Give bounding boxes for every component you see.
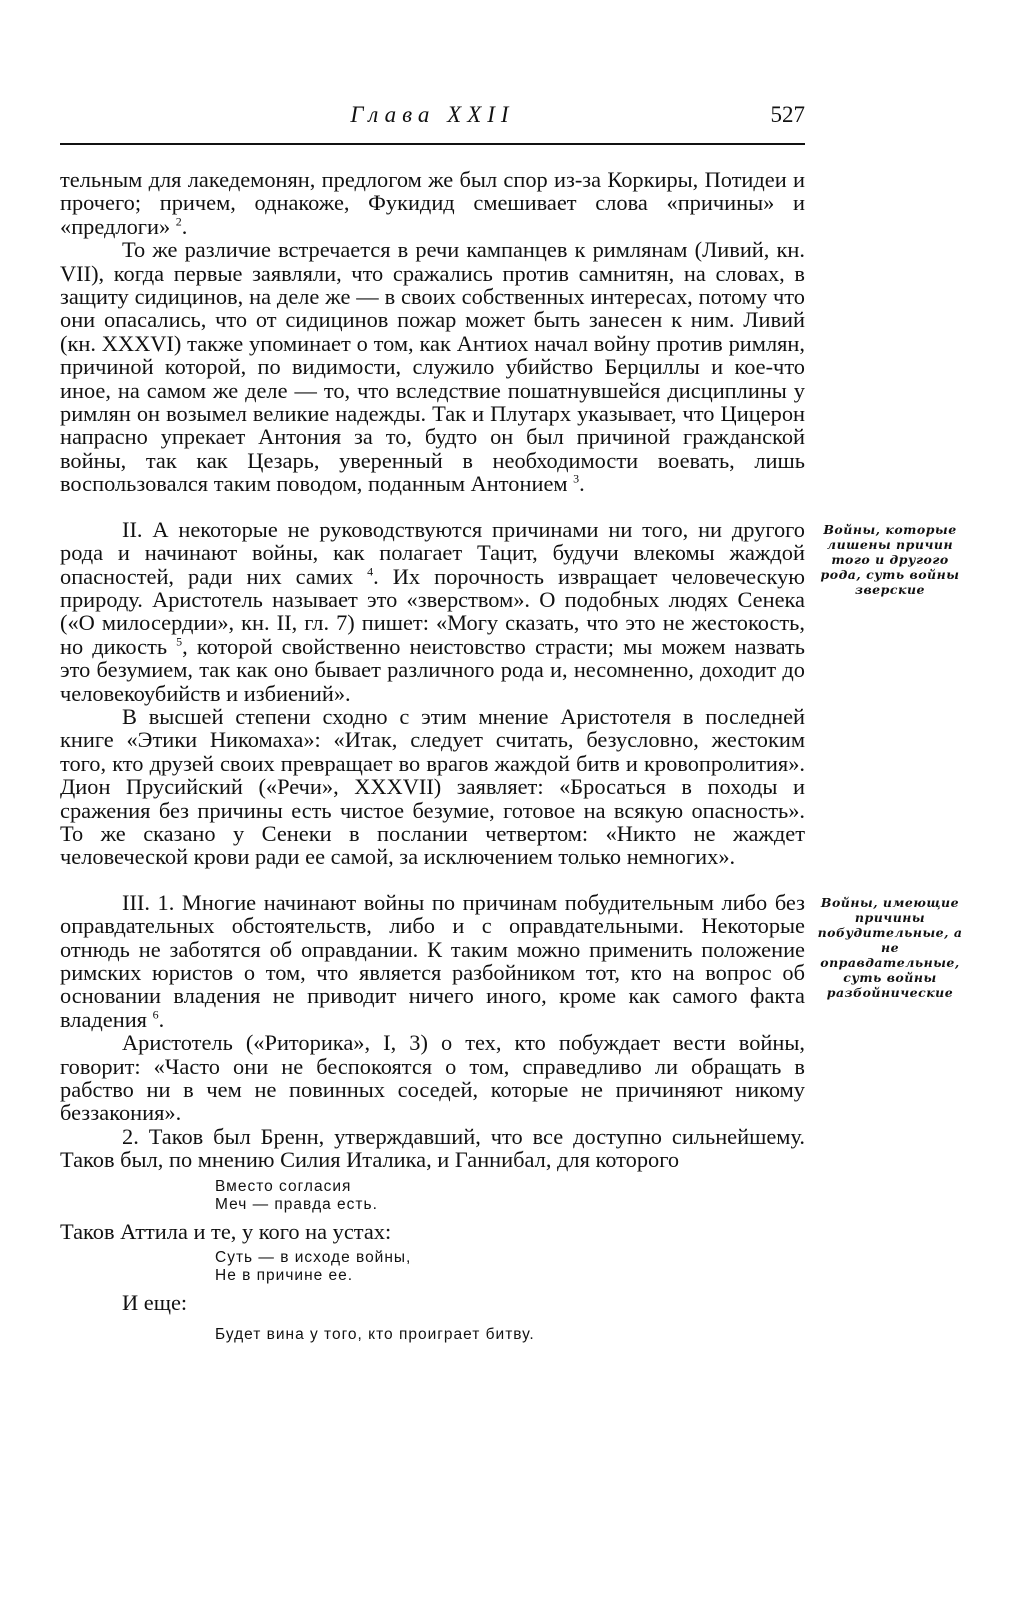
- footnote-ref-4: 4: [367, 564, 374, 579]
- paragraph-9-lead: И еще:: [122, 1290, 188, 1316]
- paragraph-3-text-a: II. А некоторые не руководствуются причинами ни того, ни другого рода и начинают войны, как полагает Тацит, будучи влекомы жаждой опасностей, ради них самих: [60, 516, 805, 589]
- verse-quote-2: [215, 1249, 805, 1285]
- chapter-title: Глава XXII: [350, 102, 515, 127]
- verse-line: Не в причине ее.: [215, 1267, 354, 1285]
- header-rule: [60, 143, 805, 145]
- paragraph-6: Аристотель («Риторика», I, 3) о тех, кто побуждает вести войны, говорит: «Часто они не беспокоятся о том, справедливо ли обращать в рабство ни в чем не повинных соседей, которые не причиняют никому беззакония».: [60, 1030, 805, 1126]
- paragraph-9: [60, 1291, 805, 1314]
- paragraph-5-end: .: [158, 1006, 165, 1032]
- paragraph-1: [60, 168, 805, 238]
- verse-line: Меч — правда есть.: [215, 1195, 378, 1213]
- paragraph-5: [60, 891, 805, 1031]
- paragraph-5-text: III. 1. Многие начинают войны по причинам побудительным либо без оправдательных обстоятельств, либо и с оправдательными. Некоторые отнюдь не заботятся об оправдании. К таким можно применить положение римских юристов о том, что является разбойником тот, кто на вопрос об основании владения не приводит ничего иного, кроме как самого факта владения: [60, 889, 805, 1032]
- verse-quote-1: [215, 1178, 805, 1214]
- verse-quote-3: [215, 1326, 805, 1344]
- paragraph-8: Таков Аттила и те, у кого на устах:: [60, 1218, 392, 1244]
- paragraph-2: [60, 238, 805, 495]
- paragraph-7: 2. Таков был Бренн, утверждавший, что все доступно сильнейшему. Таков был, по мнению Силия Италика, и Ганнибал, для которого: [60, 1123, 805, 1173]
- running-head: [60, 100, 805, 140]
- margin-note-2: Войны, имеющие причины побудительные, а не оправдательные, суть войны разбойнические: [817, 894, 963, 1000]
- page-number: 527: [770, 102, 805, 127]
- paragraph-1-end: .: [181, 213, 188, 239]
- paragraph-3: [60, 518, 805, 705]
- paragraph-4: В высшей степени сходно с этим мнение Аристотеля в последней книге «Этики Никомаха»: «Итак, следует считать, безусловно, жестоким того, кто друзей своих превращает во врагов жаждой битв и кровопролития». Дион Прусийский («Речи», XXXVII) заявляет: «Бросаться в походы и сражения без причины есть чистое безумие, готовое на всякую опасность». То же сказано у Сенеки в послании четвертом: «Никто не жаждет человеческой крови ради ее самой, за исключением только немногих».: [60, 703, 805, 870]
- verse-line: Будет вина у того, кто проиграет битву.: [215, 1326, 535, 1344]
- margin-note-1: Войны, которые лишены причин того и другого рода, суть войны зверские: [820, 521, 960, 597]
- verse-line: Вместо согласия: [215, 1177, 352, 1195]
- footnote-ref-6: 6: [152, 1007, 159, 1022]
- paragraph-3-text-c: , которой свойственно неистовство страсти; мы можем назвать это безумием, так как оно бывает различного рода и, несомненно, доходит до человекоубийств и избиений».: [60, 633, 805, 706]
- verse-line: Суть — в исходе войны,: [215, 1249, 412, 1267]
- paragraph-2-text: То же различие встречается в речи кампанцев к римлянам (Ливий, кн. VII), когда первые заявляли, что сражались против самнитян, на словах, в защиту сидицинов, на деле же — в своих собственных интересах, потому что они опасались, что от сидицинов пожар может быть занесен к ним. Ливий (кн. XXXVI) также упоминает о том, как Антиох начал войну против римлян, причиной которой, по видимости, служило убийство Берциллы и кое-что иное, на самом же деле — то, что вследствие пошатнувшейся дисциплины у римлян он возымел великие надежды. Так и Плутарх указывает, что Цицерон напрасно упрекает Антония за то, будто он был причиной гражданской войны, так как Цезарь, уверенный в необходимости воевать, лишь воспользовался таким поводом, поданным Антонием: [60, 237, 805, 497]
- footnote-ref-2: 2: [175, 214, 182, 229]
- paragraph-3-text-b: . Их порочность извращает человеческую природу. Аристотель называет это «зверством». О подобных людях Сенека («О милосердии», кн. II, гл. 7) пишет: «Могу сказать, что это не жестокость, но дикость: [60, 563, 805, 659]
- footnote-ref-3: 3: [573, 471, 580, 486]
- main-text: [60, 168, 805, 1350]
- footnote-ref-5: 5: [176, 634, 183, 649]
- paragraph-2-end: .: [579, 471, 585, 497]
- paragraph-1-text: тельным для лакедемонян, предлогом же был спор из-за Коркиры, Потидеи и прочего; причем, однакоже, Фукидид смешивает слова «причины» и «предлоги»: [60, 167, 805, 239]
